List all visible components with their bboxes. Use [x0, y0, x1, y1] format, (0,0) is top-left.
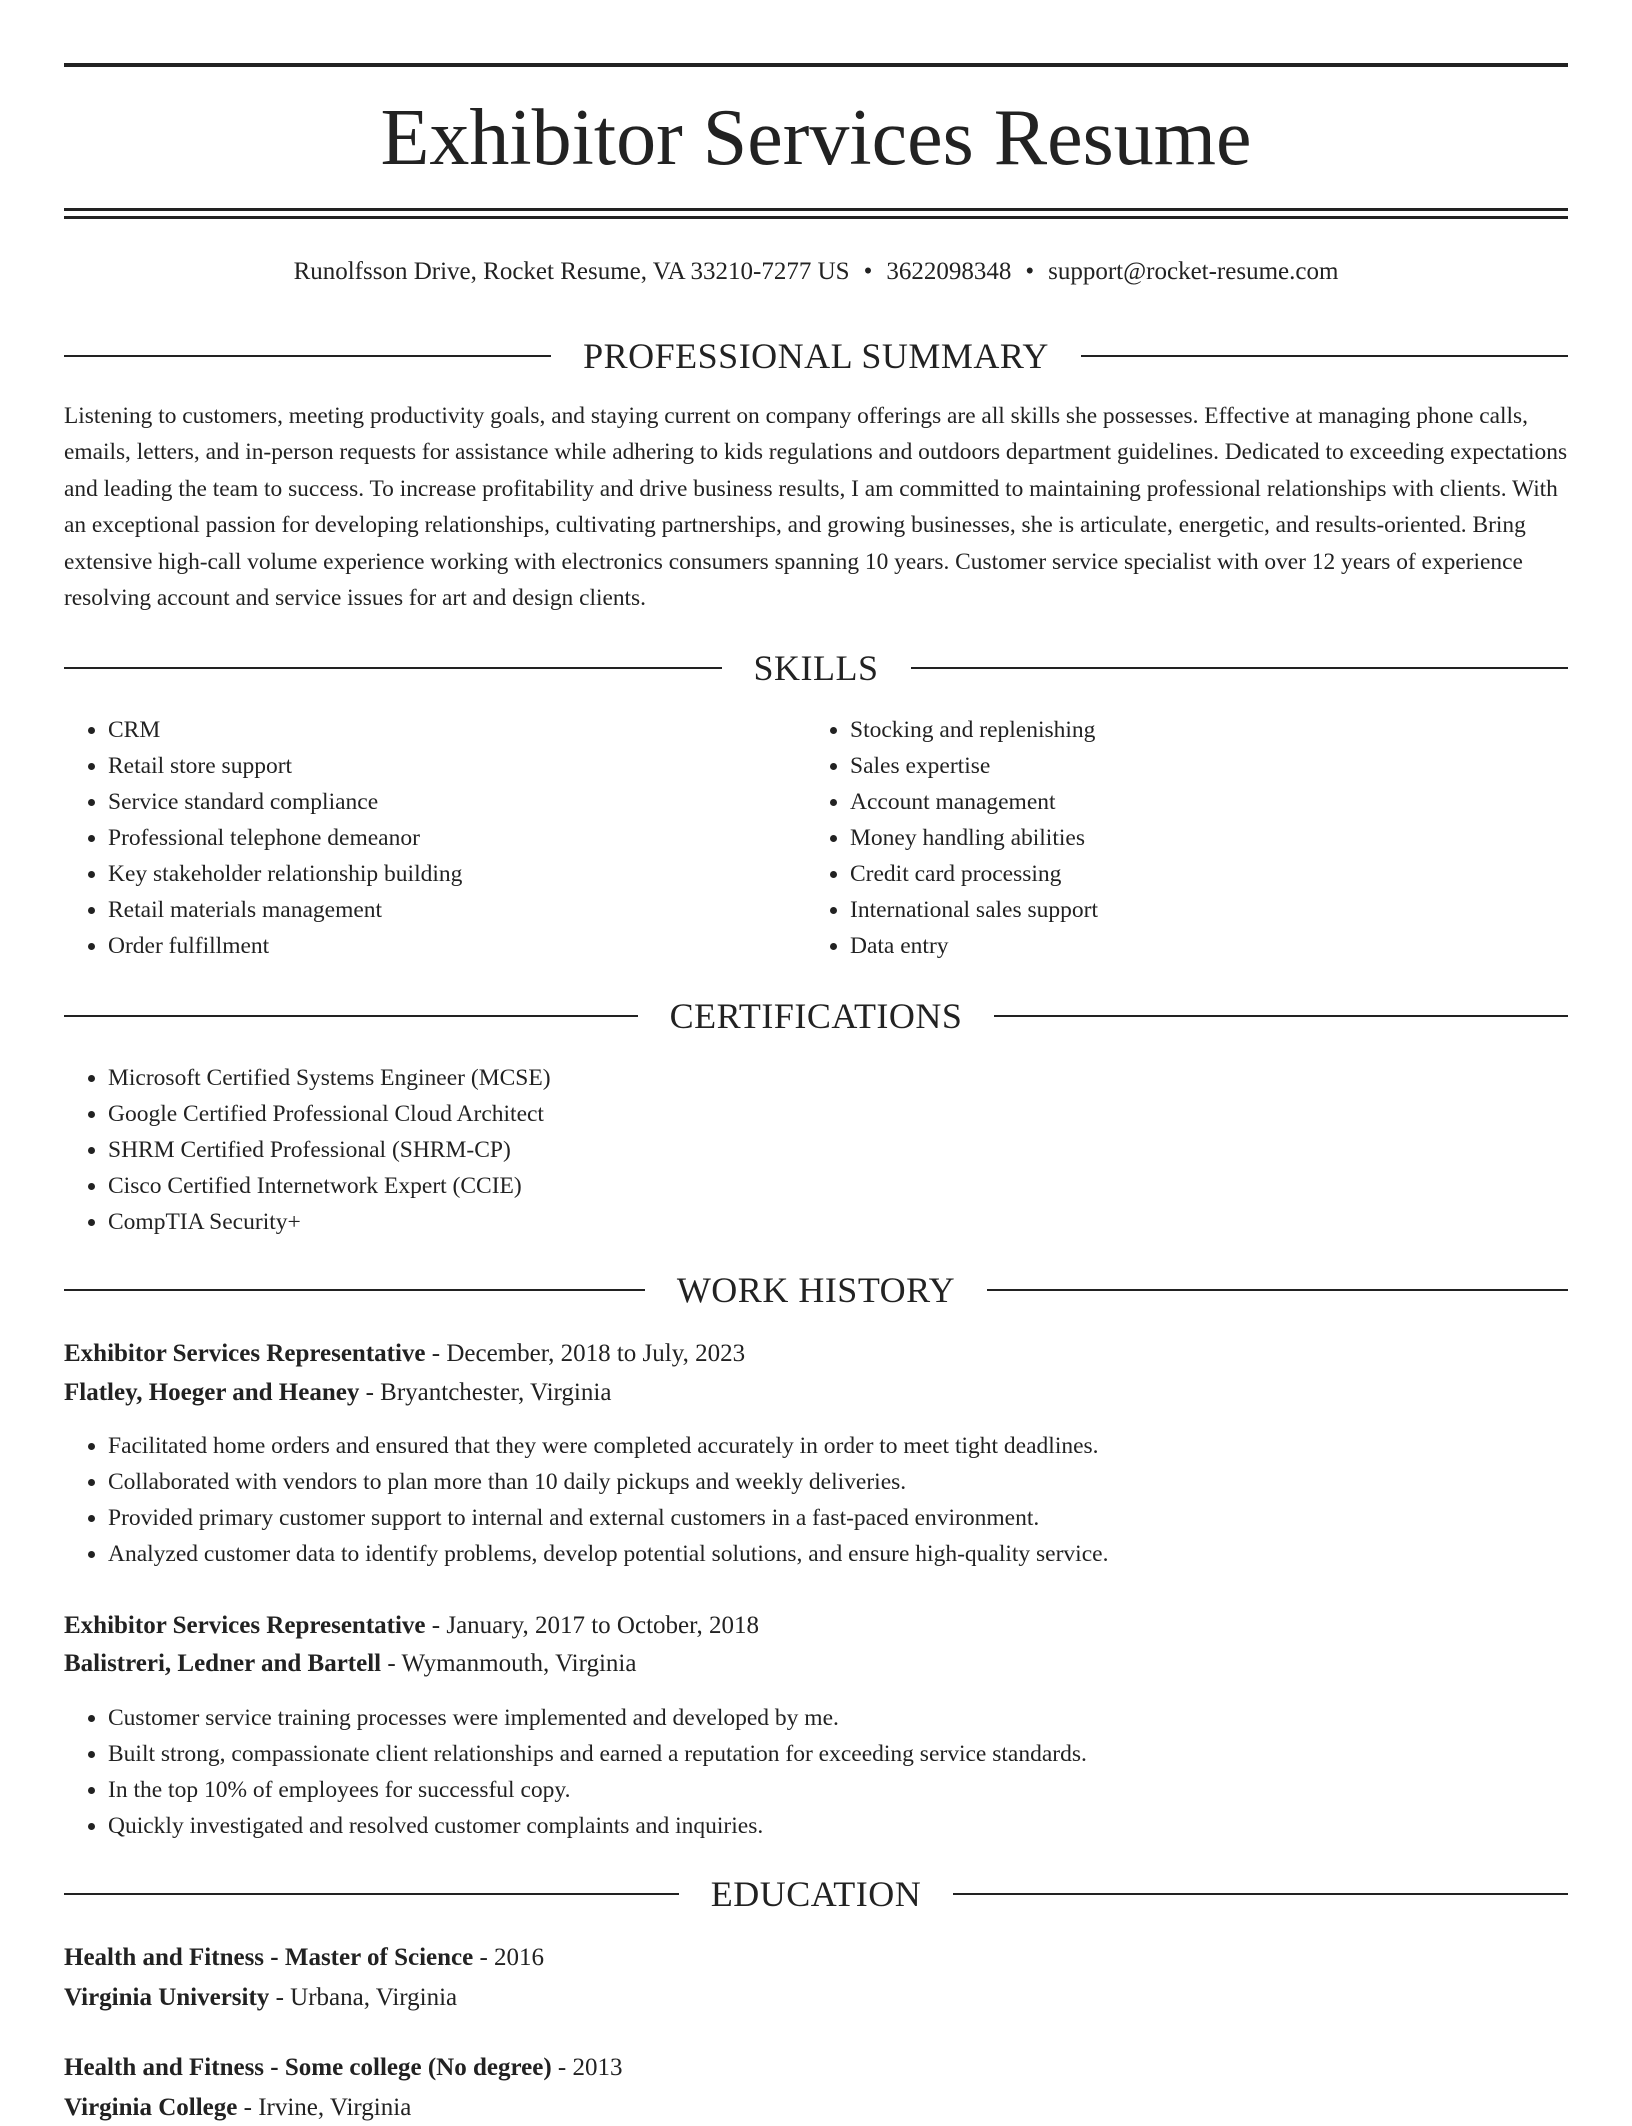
- skill-item: • CRM: [108, 712, 808, 748]
- resume-title: Exhibitor Services Resume: [380, 94, 1252, 182]
- job-bullet: • Facilitated home orders and ensured that they were completed accurately in order to meet tight deadlines.: [108, 1428, 1568, 1464]
- section-title: WORK HISTORY: [676, 1270, 956, 1310]
- header-double-rule-upper: [64, 208, 1568, 211]
- skill-item: • Professional telephone demeanor: [108, 820, 808, 856]
- skill-item: • Credit card processing: [850, 856, 1550, 892]
- education-year: 2016: [494, 1944, 545, 1971]
- heading-rule-left: [64, 1289, 645, 1291]
- education-degree-line: Health and Fitness - Master of Science - 2016: [64, 1944, 545, 1971]
- education-location: Irvine, Virginia: [258, 2094, 412, 2121]
- certification-item: • Microsoft Certified Systems Engineer (MCSE): [108, 1060, 1568, 1096]
- skills-list-left: [64, 712, 808, 964]
- job-bullet: • Provided primary customer support to internal and external customers in a fast-paced environment.: [108, 1500, 1568, 1536]
- education-school-line: Virginia University - Urbana, Virginia: [64, 1984, 458, 2011]
- job-location: Bryantchester, Virginia: [380, 1379, 612, 1406]
- job-dates: December, 2018 to July, 2023: [446, 1340, 746, 1367]
- contact-separator: •: [1025, 258, 1035, 285]
- section-title: CERTIFICATIONS: [669, 996, 963, 1036]
- section-heading-education: [64, 1870, 1568, 1918]
- contact-email: support@rocket-resume.com: [1048, 258, 1339, 285]
- job-company: Balistreri, Ledner and Bartell: [64, 1650, 382, 1677]
- job-location: Wymanmouth, Virginia: [401, 1650, 637, 1677]
- job-title-line: Exhibitor Services Representative - January, 2017 to October, 2018: [64, 1612, 759, 1639]
- job-bullet: • Quickly investigated and resolved customer complaints and inquiries.: [108, 1808, 1568, 1844]
- skills-list-right: [806, 712, 1550, 964]
- heading-rule-right: [987, 1289, 1568, 1291]
- section-title: EDUCATION: [710, 1874, 922, 1914]
- section-title: SKILLS: [753, 648, 879, 688]
- job-company-line: Flatley, Hoeger and Heaney - Bryantchester, Virginia: [64, 1379, 612, 1406]
- skill-item: • Stocking and replenishing: [850, 712, 1550, 748]
- education-school: Virginia College: [64, 2094, 238, 2121]
- contact-separator: •: [863, 258, 873, 285]
- education-school: Virginia University: [64, 1984, 270, 2011]
- certifications-list: [64, 1060, 1568, 1240]
- section-title: PROFESSIONAL SUMMARY: [583, 336, 1049, 376]
- job-title: Exhibitor Services Representative: [64, 1340, 426, 1367]
- education-degree: Health and Fitness - Some college (No degree): [64, 2054, 552, 2081]
- certification-item: • Google Certified Professional Cloud Architect: [108, 1096, 1568, 1132]
- certification-item: • CompTIA Security+: [108, 1204, 1568, 1240]
- skill-item: • Money handling abilities: [850, 820, 1550, 856]
- header-double-rule-lower: [64, 216, 1568, 219]
- job-bullet: • In the top 10% of employees for successful copy.: [108, 1772, 1568, 1808]
- certification-item: • SHRM Certified Professional (SHRM-CP): [108, 1132, 1568, 1168]
- job-bullets: [64, 1428, 1568, 1572]
- heading-rule-left: [64, 667, 722, 669]
- skill-item: • Data entry: [850, 928, 1550, 964]
- skill-item: • Retail store support: [108, 748, 808, 784]
- education-degree: Health and Fitness - Master of Science: [64, 1944, 474, 1971]
- section-heading-skills: [64, 644, 1568, 692]
- job-company-line: Balistreri, Ledner and Bartell - Wymanmouth, Virginia: [64, 1650, 637, 1677]
- heading-rule-right: [953, 1893, 1568, 1895]
- heading-rule-left: [64, 1015, 638, 1017]
- heading-rule-left: [64, 1893, 679, 1895]
- section-heading-work-history: [64, 1266, 1568, 1314]
- education-school-line: Virginia College - Irvine, Virginia: [64, 2094, 412, 2121]
- contact-address: Runolfsson Drive, Rocket Resume, VA 33210-7277 US: [293, 258, 850, 285]
- skill-item: • Retail materials management: [108, 892, 808, 928]
- skill-item: • Account management: [850, 784, 1550, 820]
- summary-text: Listening to customers, meeting productivity goals, and staying current on company offerings are all skills she possesses. Effective at managing phone calls, emails, letters, and in-person requests for assistance while adhering to kids regulations and outdoors department guidelines. Dedicated to exceeding expectations and leading the team to success. To increase profitability and drive business results, I am committed to maintaining professional relationships with clients. With an exceptional passion for developing relationships, cultivating partnerships, and growing businesses, she is articulate, energetic, and results-oriented. Bring extensive high-call volume experience working with electronics consumers spanning 10 years. Customer service specialist with over 12 years of experience resolving account and service issues for art and design clients.: [64, 403, 1568, 612]
- job-title-line: Exhibitor Services Representative - December, 2018 to July, 2023: [64, 1340, 746, 1367]
- section-heading-summary: [64, 332, 1568, 380]
- contact-phone: 3622098348: [886, 258, 1012, 285]
- education-degree-line: Health and Fitness - Some college (No degree) - 2013: [64, 2054, 623, 2081]
- job-bullets: [64, 1700, 1568, 1844]
- job-bullet: • Analyzed customer data to identify problems, develop potential solutions, and ensure high-quality service.: [108, 1536, 1568, 1572]
- heading-rule-right: [1081, 355, 1568, 357]
- education-location: Urbana, Virginia: [290, 1984, 458, 2011]
- job-bullet: • Collaborated with vendors to plan more than 10 daily pickups and weekly deliveries.: [108, 1464, 1568, 1500]
- contact-line: [64, 254, 1568, 290]
- certification-item: • Cisco Certified Internetwork Expert (CCIE): [108, 1168, 1568, 1204]
- heading-rule-left: [64, 355, 551, 357]
- education-year: 2013: [572, 2054, 623, 2081]
- heading-rule-right: [911, 667, 1569, 669]
- job-dates: January, 2017 to October, 2018: [446, 1612, 759, 1639]
- skill-item: • International sales support: [850, 892, 1550, 928]
- skill-item: • Sales expertise: [850, 748, 1550, 784]
- skill-item: • Key stakeholder relationship building: [108, 856, 808, 892]
- section-heading-certifications: [64, 992, 1568, 1040]
- skill-item: • Service standard compliance: [108, 784, 808, 820]
- job-company: Flatley, Hoeger and Heaney: [64, 1379, 360, 1406]
- job-title: Exhibitor Services Representative: [64, 1612, 426, 1639]
- job-bullet: • Customer service training processes were implemented and developed by me.: [108, 1700, 1568, 1736]
- header-top-rule: [64, 63, 1568, 67]
- skill-item: • Order fulfillment: [108, 928, 808, 964]
- job-bullet: • Built strong, compassionate client relationships and earned a reputation for exceeding service standards.: [108, 1736, 1568, 1772]
- heading-rule-right: [994, 1015, 1568, 1017]
